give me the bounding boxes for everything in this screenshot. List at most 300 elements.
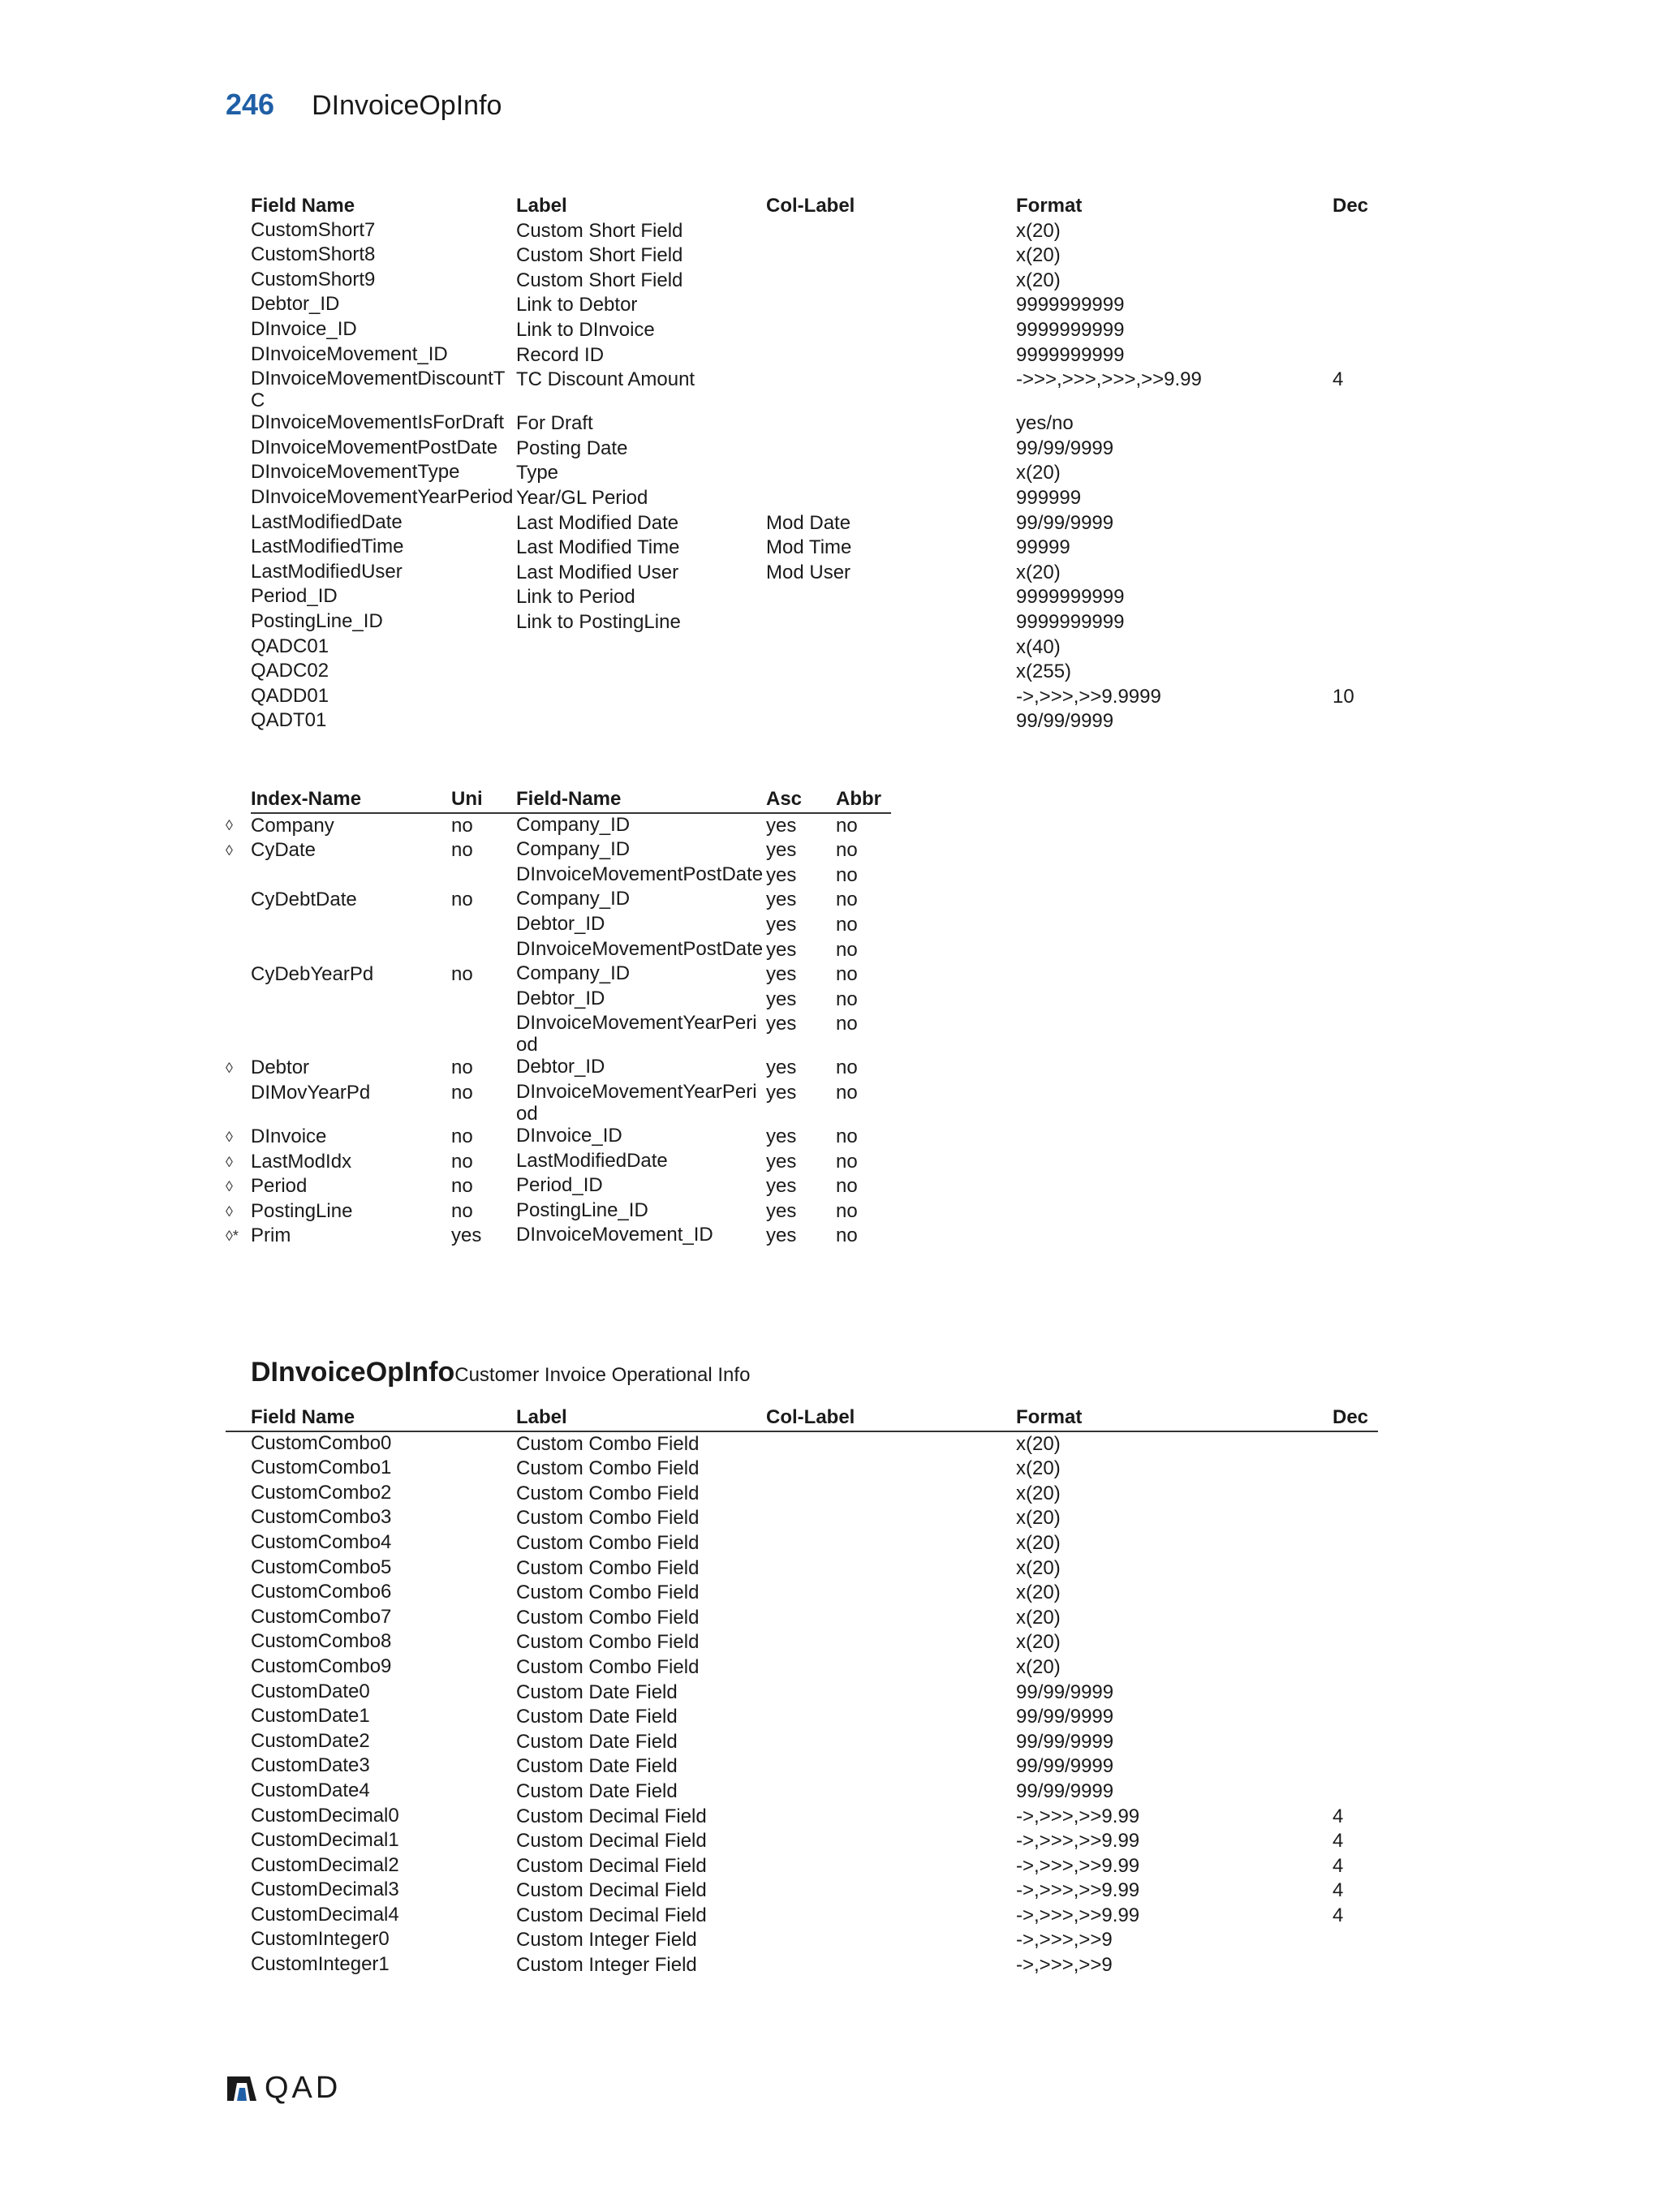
- abbr-cell: no: [836, 988, 858, 1010]
- row-indent: [226, 1805, 251, 1830]
- field-name-cell: CustomCombo6: [251, 1581, 392, 1603]
- abbr-cell: no: [836, 938, 858, 961]
- col-header-label: Label: [516, 195, 567, 217]
- table-row: [226, 635, 1378, 661]
- dec-cell: [1333, 243, 1378, 269]
- dec-cell: [1333, 1506, 1378, 1531]
- row-indent: [226, 660, 251, 685]
- abbr-cell: no: [836, 913, 858, 936]
- index-name-cell: Prim: [251, 1224, 291, 1247]
- format-cell: x(20): [1016, 1457, 1061, 1480]
- dec-cell: [1333, 1457, 1378, 1482]
- field-name-cell: Company_ID: [516, 888, 631, 910]
- col-label-cell: [766, 1928, 1016, 1953]
- format-cell: x(20): [1016, 1631, 1061, 1654]
- table-row: [226, 1174, 891, 1199]
- row-indent: [226, 635, 251, 661]
- index-table: [226, 787, 891, 1249]
- format-cell: 99/99/9999: [1016, 1706, 1114, 1728]
- col-header-uni: Uni: [451, 787, 516, 813]
- dec-cell: 4: [1333, 1854, 1344, 1877]
- abbr-cell: no: [836, 863, 858, 886]
- table-row: [226, 437, 1378, 462]
- index-marker: [226, 913, 251, 938]
- field-name-cell: CustomDate2: [251, 1729, 370, 1752]
- field-name-cell: Debtor_ID: [516, 912, 605, 935]
- table-row: [226, 1150, 891, 1175]
- format-cell: 99999: [1016, 536, 1070, 559]
- col-label-cell: [766, 1531, 1016, 1556]
- label-cell: Custom Combo Field: [516, 1432, 700, 1455]
- col-label-cell: [766, 411, 1016, 437]
- table-row: [226, 1506, 1378, 1531]
- row-indent: [226, 368, 251, 411]
- dec-cell: [1333, 1754, 1378, 1779]
- field-name-cell: CustomCombo3: [251, 1506, 392, 1529]
- table-row: [226, 486, 1378, 511]
- label-cell: Custom Date Field: [516, 1779, 678, 1802]
- index-name-cell: CyDebYearPd: [251, 963, 374, 986]
- label-cell: Custom Combo Field: [516, 1507, 700, 1530]
- unique-cell: no: [451, 1081, 473, 1104]
- label-cell: Custom Date Field: [516, 1730, 678, 1753]
- field-name-cell: CustomCombo8: [251, 1630, 392, 1653]
- format-cell: 9999999999: [1016, 318, 1125, 341]
- col-label-cell: [766, 1681, 1016, 1706]
- field-name-cell: PostingLine_ID: [516, 1199, 648, 1221]
- field-name-cell: QADC02: [251, 660, 329, 682]
- field-name-cell: DInvoice_ID: [251, 317, 357, 340]
- dec-cell: 4: [1333, 1904, 1344, 1926]
- col-label-cell: [766, 1506, 1016, 1531]
- asc-cell: yes: [766, 1150, 797, 1173]
- field-name-cell: CustomDecimal2: [251, 1853, 399, 1876]
- abbr-cell: no: [836, 1013, 858, 1035]
- format-cell: 9999999999: [1016, 610, 1125, 633]
- table-row: [226, 1953, 1378, 1978]
- col-label-cell: [766, 1878, 1016, 1904]
- dec-cell: [1333, 709, 1378, 734]
- asc-cell: yes: [766, 889, 797, 911]
- col-label-cell: [766, 709, 1016, 734]
- format-cell: ->,>>>,>>9: [1016, 1954, 1113, 1977]
- dec-cell: 4: [1333, 368, 1344, 391]
- table-row: [226, 709, 1378, 734]
- field-name-cell: DInvoiceMovementYearPeriod: [516, 1012, 757, 1057]
- col-label-cell: [766, 368, 1016, 411]
- label-cell: Custom Combo Field: [516, 1631, 700, 1654]
- table-row: [226, 838, 891, 863]
- asc-cell: yes: [766, 1013, 797, 1035]
- asc-cell: yes: [766, 1224, 797, 1247]
- row-indent: [226, 1630, 251, 1655]
- label-cell: Custom Combo Field: [516, 1606, 700, 1629]
- field-name-cell: CustomCombo9: [251, 1655, 392, 1677]
- abbr-cell: no: [836, 814, 858, 837]
- unique-cell: no: [451, 1150, 473, 1173]
- row-indent: [226, 1779, 251, 1805]
- col-label-cell: [766, 269, 1016, 294]
- label-cell: Type: [516, 462, 559, 484]
- dec-cell: [1333, 585, 1378, 610]
- unique-cell: no: [451, 1057, 473, 1079]
- abbr-cell: no: [836, 1057, 858, 1079]
- table-row: [226, 1081, 891, 1125]
- dec-cell: [1333, 1556, 1378, 1582]
- index-marker: ◊: [226, 842, 233, 859]
- dec-cell: [1333, 511, 1378, 536]
- field-name-cell: LastModifiedDate: [516, 1149, 668, 1172]
- index-marker: ◊: [226, 1128, 233, 1145]
- field-name-cell: DInvoiceMovementPostDate: [516, 863, 764, 885]
- table-row: [226, 1556, 1378, 1582]
- row-indent: [226, 1556, 251, 1582]
- table-row: [226, 1457, 1378, 1482]
- asc-cell: yes: [766, 863, 797, 886]
- asc-cell: yes: [766, 1057, 797, 1079]
- asc-cell: yes: [766, 1199, 797, 1222]
- format-cell: x(20): [1016, 269, 1061, 291]
- label-cell: Custom Integer Field: [516, 1954, 697, 1977]
- col-header-asc: Asc: [766, 787, 836, 813]
- format-cell: 99/99/9999: [1016, 437, 1114, 459]
- dec-cell: [1333, 411, 1378, 437]
- col-label-cell: [766, 610, 1016, 635]
- table-row: [226, 1581, 1378, 1606]
- row-indent: [226, 1482, 251, 1507]
- index-name-cell: Debtor: [251, 1057, 310, 1079]
- format-cell: ->,>>>,>>9: [1016, 1929, 1113, 1952]
- dec-cell: [1333, 1630, 1378, 1655]
- unique-cell: yes: [451, 1224, 482, 1247]
- asc-cell: yes: [766, 963, 797, 986]
- field-name-cell: Company_ID: [516, 813, 631, 836]
- field-name-cell: DInvoiceMovementIsForDraft: [251, 411, 505, 434]
- table-row: [226, 243, 1378, 269]
- dec-cell: [1333, 1705, 1378, 1730]
- col-label-cell: [766, 1457, 1016, 1482]
- format-cell: x(20): [1016, 561, 1061, 583]
- format-cell: 9999999999: [1016, 586, 1125, 609]
- unique-cell: [451, 863, 516, 889]
- label-cell: Custom Short Field: [516, 269, 683, 291]
- table-row: [226, 938, 891, 963]
- col-label-cell: [766, 1829, 1016, 1854]
- row-indent: [226, 486, 251, 511]
- abbr-cell: no: [836, 889, 858, 911]
- format-cell: x(20): [1016, 1507, 1061, 1530]
- index-name-cell: Period: [251, 1175, 308, 1198]
- dec-cell: [1333, 536, 1378, 561]
- field-name-cell: QADT01: [251, 709, 327, 732]
- format-cell: 99/99/9999: [1016, 1779, 1114, 1802]
- dec-cell: [1333, 219, 1378, 244]
- col-label-cell: [766, 1854, 1016, 1879]
- page-title: DInvoiceOpInfo: [312, 90, 502, 121]
- col-header-field-name: Field Name: [251, 195, 355, 217]
- label-cell: Custom Combo Field: [516, 1582, 700, 1604]
- index-name-cell: [251, 1012, 451, 1056]
- row-indent: [226, 685, 251, 710]
- unique-cell: [451, 1012, 516, 1056]
- page-header: [226, 88, 502, 128]
- abbr-cell: no: [836, 839, 858, 862]
- table-header-row: [226, 194, 1378, 219]
- row-indent: [226, 269, 251, 294]
- col-label-cell: [766, 1705, 1016, 1730]
- dec-cell: [1333, 1606, 1378, 1631]
- col-label-cell: [766, 1556, 1016, 1582]
- format-cell: x(40): [1016, 635, 1061, 658]
- label-cell: Record ID: [516, 343, 605, 366]
- label-cell: Link to DInvoice: [516, 318, 655, 341]
- label-cell: Last Modified Time: [516, 536, 680, 559]
- dec-cell: 4: [1333, 1879, 1344, 1902]
- col-label-cell: [766, 293, 1016, 318]
- table-name: DInvoiceOpInfo: [251, 1357, 455, 1388]
- row-indent: [226, 1829, 251, 1854]
- format-cell: 9999999999: [1016, 294, 1125, 316]
- table-row: [226, 1056, 891, 1081]
- col-header-dec: Dec: [1333, 195, 1369, 217]
- format-cell: x(20): [1016, 1531, 1061, 1554]
- asc-cell: yes: [766, 814, 797, 837]
- unique-cell: no: [451, 1199, 473, 1222]
- table-row: [226, 988, 891, 1013]
- field-name-cell: Company_ID: [516, 838, 631, 861]
- label-cell: TC Discount Amount: [516, 368, 695, 391]
- label-cell: [516, 685, 766, 710]
- format-cell: ->,>>>,>>9.99: [1016, 1830, 1140, 1853]
- index-name-cell: DInvoice: [251, 1125, 327, 1147]
- index-marker: ◊: [226, 1060, 233, 1077]
- row-indent: [226, 585, 251, 610]
- row-indent: [226, 610, 251, 635]
- table-row: [226, 1531, 1378, 1556]
- label-cell: [516, 709, 766, 734]
- index-marker: [226, 988, 251, 1013]
- asc-cell: yes: [766, 988, 797, 1010]
- field-name-cell: PostingLine_ID: [251, 609, 383, 632]
- label-cell: For Draft: [516, 412, 593, 435]
- format-cell: x(20): [1016, 1482, 1061, 1504]
- field-name-cell: CustomCombo7: [251, 1605, 392, 1628]
- row-indent: [226, 411, 251, 437]
- index-marker: [226, 863, 251, 889]
- abbr-cell: no: [836, 1150, 858, 1173]
- label-cell: Custom Date Field: [516, 1681, 678, 1703]
- row-indent: [226, 536, 251, 561]
- dec-cell: 4: [1333, 1805, 1344, 1827]
- table-row: [226, 1730, 1378, 1755]
- dec-cell: [1333, 343, 1378, 368]
- format-cell: 99/99/9999: [1016, 511, 1114, 534]
- field-name-cell: CustomShort8: [251, 243, 376, 266]
- row-indent: [226, 1730, 251, 1755]
- unique-cell: no: [451, 1125, 473, 1147]
- row-indent: [226, 1457, 251, 1482]
- table-row: [226, 1779, 1378, 1805]
- format-cell: yes/no: [1016, 412, 1074, 435]
- format-cell: 999999: [1016, 486, 1082, 509]
- unique-cell: [451, 913, 516, 938]
- logo-text: QAD: [265, 2071, 342, 2105]
- format-cell: x(20): [1016, 1606, 1061, 1629]
- field-name-cell: DInvoiceMovement_ID: [251, 342, 448, 365]
- index-marker: [226, 1081, 251, 1125]
- field-name-cell: CustomShort7: [251, 218, 376, 241]
- unique-cell: no: [451, 963, 473, 986]
- asc-cell: yes: [766, 913, 797, 936]
- table-row: [226, 585, 1378, 610]
- table-row: [226, 1125, 891, 1150]
- row-indent: [226, 1606, 251, 1631]
- table-row: [226, 1606, 1378, 1631]
- index-name-cell: [251, 938, 451, 963]
- row-indent: [226, 1904, 251, 1929]
- format-cell: 99/99/9999: [1016, 1755, 1114, 1778]
- row-indent: [226, 243, 251, 269]
- row-indent: [226, 437, 251, 462]
- format-cell: x(20): [1016, 1582, 1061, 1604]
- col-header-label: Label: [516, 1405, 766, 1431]
- table-row: [226, 660, 1378, 685]
- table-row: [226, 1012, 891, 1056]
- label-cell: Custom Decimal Field: [516, 1879, 707, 1902]
- index-marker: [226, 938, 251, 963]
- index-marker: ◊*: [226, 1228, 239, 1245]
- unique-cell: no: [451, 814, 473, 837]
- unique-cell: [451, 938, 516, 963]
- table-row: [226, 368, 1378, 411]
- label-cell: Last Modified Date: [516, 511, 679, 534]
- abbr-cell: no: [836, 1224, 858, 1247]
- table-row: [226, 1630, 1378, 1655]
- label-cell: Year/GL Period: [516, 486, 648, 509]
- abbr-cell: no: [836, 1175, 858, 1198]
- dec-cell: [1333, 1681, 1378, 1706]
- row-indent: [226, 318, 251, 343]
- dec-cell: [1333, 461, 1378, 486]
- table-header-row: [226, 787, 891, 813]
- field-name-cell: LastModifiedDate: [251, 510, 403, 533]
- field-name-cell: Debtor_ID: [516, 1056, 605, 1078]
- field-name-cell: DInvoiceMovementDiscountTC: [251, 368, 506, 412]
- col-header-format: Format: [1016, 1405, 1333, 1431]
- col-label-cell: [766, 1655, 1016, 1681]
- field-name-cell: CustomDecimal1: [251, 1829, 399, 1852]
- col-label-cell: Mod User: [766, 561, 851, 583]
- col-header-field-name: Field-Name: [516, 787, 766, 813]
- format-cell: x(20): [1016, 1556, 1061, 1579]
- field-name-cell: DInvoiceMovementPostDate: [516, 937, 764, 960]
- field-name-cell: DInvoiceMovementYearPeriod: [251, 485, 514, 508]
- format-cell: x(255): [1016, 661, 1072, 683]
- section-heading: [251, 1357, 750, 1388]
- row-indent: [226, 1431, 251, 1457]
- col-label-cell: [766, 1606, 1016, 1631]
- field-name-cell: CustomCombo5: [251, 1556, 392, 1578]
- label-cell: Custom Combo Field: [516, 1531, 700, 1554]
- table-row: [226, 1928, 1378, 1953]
- index-marker: [226, 888, 251, 913]
- abbr-cell: no: [836, 1125, 858, 1147]
- label-cell: [516, 660, 766, 685]
- index-marker: ◊: [226, 816, 233, 833]
- row-indent: [226, 461, 251, 486]
- unique-cell: no: [451, 839, 473, 862]
- col-label-cell: [766, 1953, 1016, 1978]
- field-name-cell: Period_ID: [251, 585, 338, 608]
- format-cell: x(20): [1016, 1432, 1061, 1455]
- index-marker: ◊: [226, 1203, 233, 1220]
- asc-cell: yes: [766, 1125, 797, 1147]
- field-name-cell: CustomCombo4: [251, 1530, 392, 1553]
- field-name-cell: CustomDecimal0: [251, 1804, 399, 1827]
- table-row: [226, 461, 1378, 486]
- table-row: [226, 610, 1378, 635]
- format-cell: 99/99/9999: [1016, 1730, 1114, 1753]
- index-name-cell: [251, 913, 451, 938]
- format-cell: x(20): [1016, 219, 1061, 242]
- field-name-cell: DInvoiceMovement_ID: [516, 1224, 713, 1246]
- table-header-row: [226, 1405, 1378, 1431]
- table-row: [226, 1754, 1378, 1779]
- dec-cell: [1333, 1531, 1378, 1556]
- row-indent: [226, 1506, 251, 1531]
- asc-cell: yes: [766, 938, 797, 961]
- table-row: [226, 561, 1378, 586]
- col-label-cell: [766, 486, 1016, 511]
- index-marker: [226, 1012, 251, 1056]
- field-name-cell: CustomDate3: [251, 1754, 370, 1777]
- dec-cell: [1333, 1953, 1378, 1978]
- row-indent: [226, 1655, 251, 1681]
- format-cell: x(20): [1016, 244, 1061, 267]
- label-cell: Custom Combo Field: [516, 1457, 700, 1480]
- row-indent: [226, 343, 251, 368]
- label-cell: Custom Date Field: [516, 1755, 678, 1778]
- col-label-cell: [766, 243, 1016, 269]
- col-label-cell: [766, 585, 1016, 610]
- format-cell: x(20): [1016, 462, 1061, 484]
- row-indent: [226, 1878, 251, 1904]
- col-header-abbr: Abbr: [836, 787, 891, 813]
- asc-cell: yes: [766, 1081, 797, 1104]
- format-cell: 9999999999: [1016, 343, 1125, 366]
- table-row: [226, 511, 1378, 536]
- table-row: [226, 685, 1378, 710]
- fields-table-continued: [226, 194, 1378, 734]
- dec-cell: [1333, 293, 1378, 318]
- index-name-cell: [251, 863, 451, 889]
- col-label-cell: [766, 343, 1016, 368]
- label-cell: [516, 635, 766, 661]
- field-name-cell: LastModifiedTime: [251, 536, 404, 558]
- col-header-dec: Dec: [1333, 1405, 1378, 1431]
- field-name-cell: DInvoiceMovementType: [251, 461, 460, 484]
- field-name-cell: CustomDate4: [251, 1779, 370, 1801]
- field-name-cell: Debtor_ID: [251, 293, 340, 316]
- format-cell: x(20): [1016, 1655, 1061, 1678]
- index-name-cell: DIMovYearPd: [251, 1081, 371, 1104]
- dec-cell: [1333, 1431, 1378, 1457]
- row-indent: [226, 511, 251, 536]
- field-name-cell: CustomInteger0: [251, 1928, 390, 1951]
- label-cell: Custom Combo Field: [516, 1655, 700, 1678]
- table-row: [226, 1878, 1378, 1904]
- table-row: [226, 1681, 1378, 1706]
